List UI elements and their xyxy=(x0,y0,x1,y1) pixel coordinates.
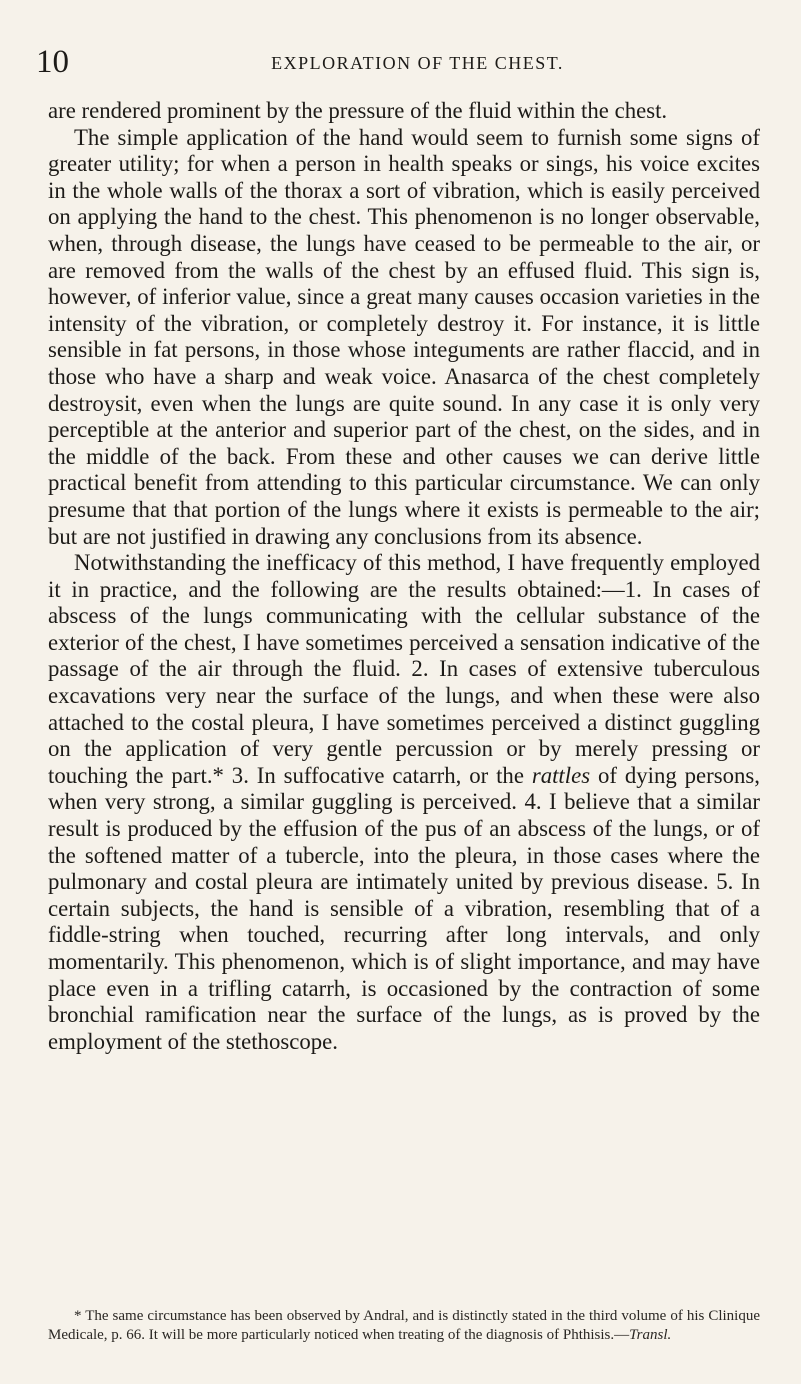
page-number: 10 xyxy=(36,44,69,80)
paragraph-hand-application: The simple application of the hand would seem to furnish some signs of greater utility; for when a person in health speaks or sings, his voice excites in the whole walls of the thorax a sort of vibration, which is easily perceived on applying the hand to the chest. This phenomenon is no longer observable, when, through disease, the lungs have ceased to be permeable to the air, or are removed from the walls of the chest by an effused fluid. This sign is, however, of inferior value, since a great many causes occasion varieties in the intensity of the vibration, or completely destroy it. For instance, it is little sensible in fat persons, in those whose integuments are rather flaccid, and in those who have a sharp and weak voice. Anasarca of the chest completely destroysit, even when the lungs are quite sound. In any case it is only very perceptible at the anterior and superior part of the chest, on the sides, and in the middle of the back. From these and other causes we can derive little practical benefit from attending to this particular circumstance. We can only presume that that portion of the lungs where it exists is permeable to the air; but are not justified in drawing any conclusions from its absence. xyxy=(48,124,760,549)
running-head: EXPLORATION OF THE CHEST. xyxy=(271,53,564,73)
paragraph-results xyxy=(48,550,760,1055)
footnote-translator-mark: Transl. xyxy=(629,1327,672,1343)
body-text xyxy=(48,98,760,1055)
italic-rattles: rattles xyxy=(531,762,591,788)
footnote-text: * The same circumstance has been observed by Andral, and is distinctly stated in the third volume of his Clinique Medicale, p. 66. It will be more particularly noticed when treating of the diagnosis of Phthisis.— xyxy=(48,1308,760,1343)
paragraph-continued: are rendered prominent by the pressure of the fluid within the chest. xyxy=(48,98,668,123)
page-header xyxy=(36,42,771,82)
paragraph-results-part2: of dying persons, when very strong, a similar guggling is perceived. 4. I believe that a similar result is produced by the effusion of the pus of an abscess of the lungs, or of the softened matter of a tubercle, into the pleura, in those cases where the pulmonary and costal pleura are intimately united by previous disease. 5. In certain subjects, the hand is sensible of a vibration, resembling that of a fiddle-string when touched, recurring after long intervals, and only momentarily. This phenomenon, which is of slight importance, and may have place even in a trifling catarrh, is occasioned by the contraction of some bronchial ramification near the surface of the lungs, as is proved by the employment of the stethoscope. xyxy=(48,762,760,1054)
footnote xyxy=(48,1307,760,1345)
paragraph-results-part1: Notwithstanding the inefficacy of this method, I have frequently employed it in practice, and the following are the results obtained:—1. In cases of abscess of the lungs communicating with the cellular substance of the exterior of the chest, I have sometimes perceived a sensation indicative of the passage of the air through the fluid. 2. In cases of extensive tuberculous excavations very near the surface of the lungs, and when these were also attached to the costal pleura, I have sometimes perceived a distinct guggling on the application of very gentle percussion or by merely pressing or touching the part.* 3. In suffocative catarrh, or the xyxy=(48,550,760,788)
